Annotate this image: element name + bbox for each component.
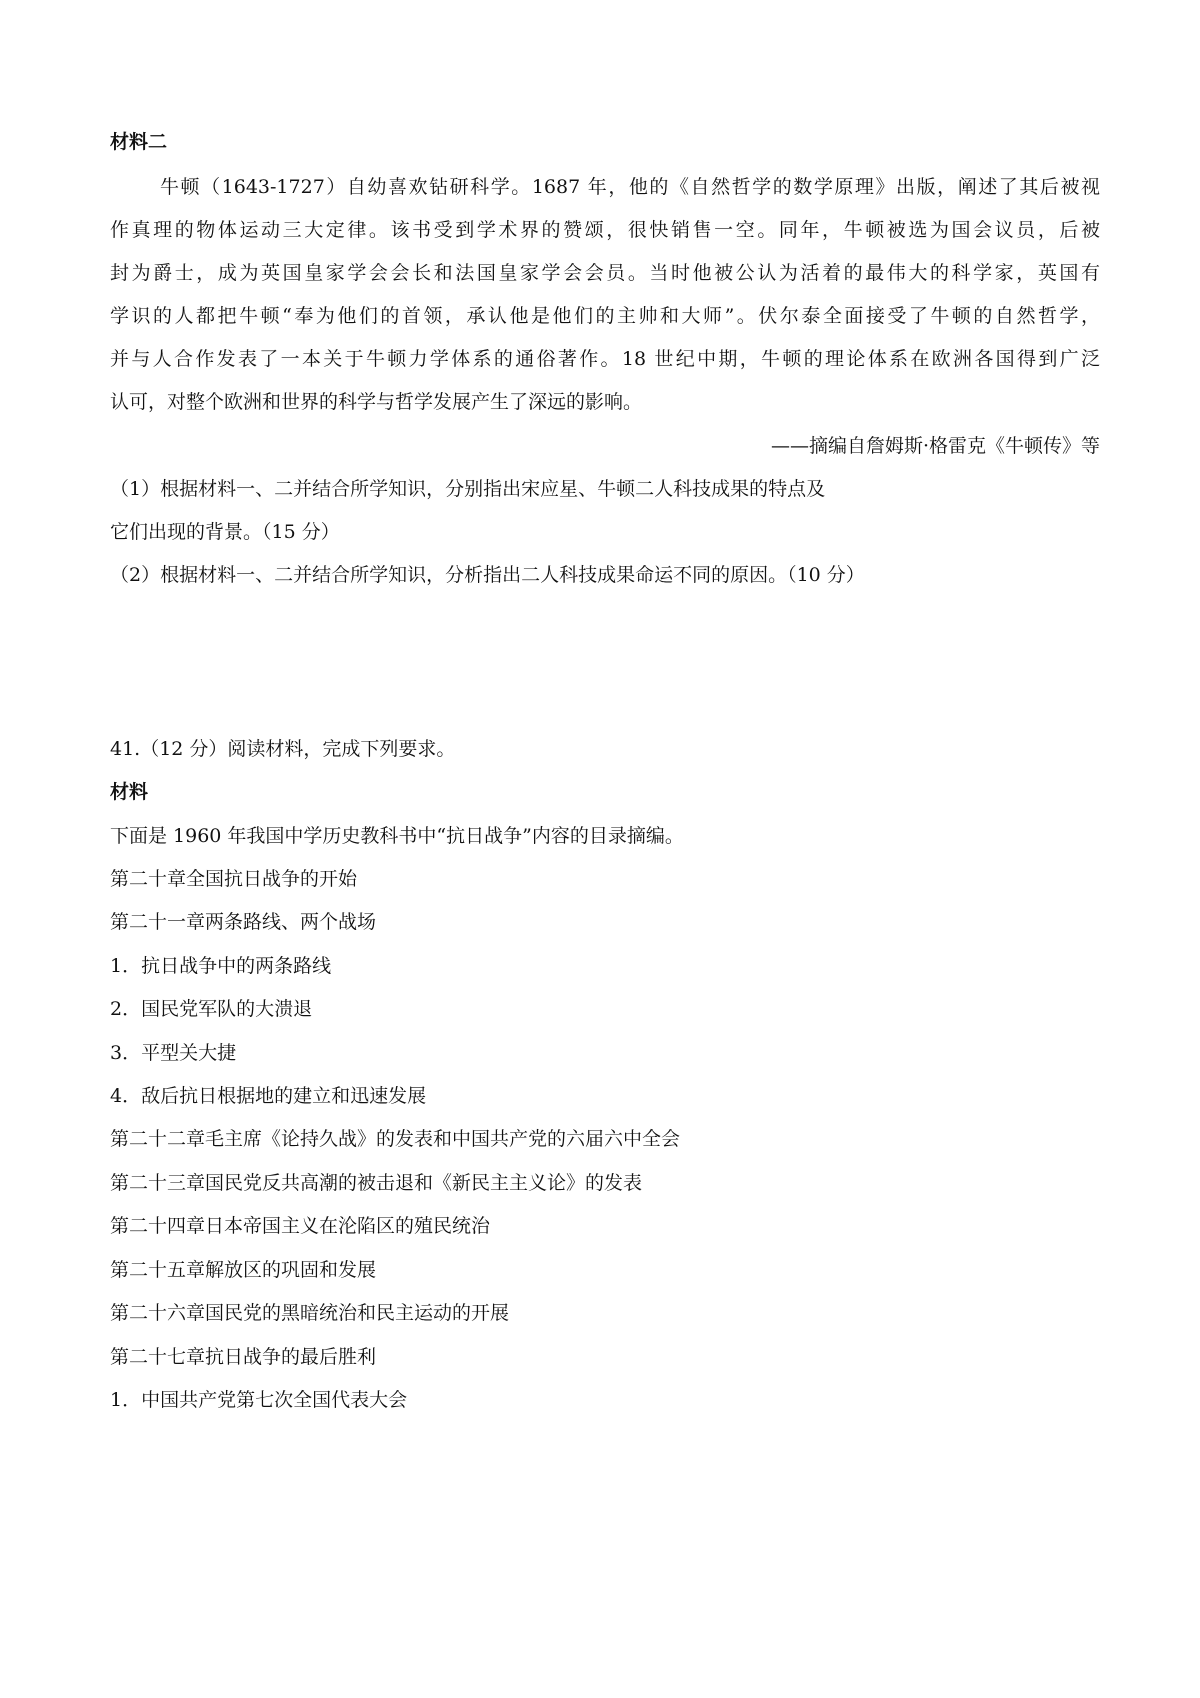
toc-item: 第二十二章毛主席《论持久战》的发表和中国共产党的六届六中全会 xyxy=(110,1128,681,1150)
toc-item: 1．抗日战争中的两条路线 xyxy=(110,955,332,977)
toc-item: 4．敌后抗日根据地的建立和迅速发展 xyxy=(110,1085,427,1107)
question-1-line: 它们出现的背景。（15 分） xyxy=(110,521,340,543)
material-2-paragraph-line: 封为爵士，成为英国皇家学会会长和法国皇家学会会员。当时他被公认为活着的最伟大的科学家，英国有 xyxy=(110,262,1100,284)
toc-item: 第二十四章日本帝国主义在沦陷区的殖民统治 xyxy=(110,1215,491,1237)
toc-item: 第二十五章解放区的巩固和发展 xyxy=(110,1259,377,1281)
toc-item: 第二十一章两条路线、两个战场 xyxy=(110,911,377,933)
question-41-intro: 下面是 1960 年我国中学历史教科书中“抗日战争”内容的目录摘编。 xyxy=(110,825,684,847)
material-2-paragraph-line: 并与人合作发表了一本关于牛顿力学体系的通俗著作。18 世纪中期，牛顿的理论体系在欧洲各国得到广泛 xyxy=(110,348,1100,370)
toc-item: 第二十六章国民党的黑暗统治和民主运动的开展 xyxy=(110,1302,510,1324)
question-41-title: 41.（12 分）阅读材料，完成下列要求。 xyxy=(110,738,456,760)
material-2-paragraph-line: 作真理的物体运动三大定律。该书受到学术界的赞颂，很快销售一空。同年，牛顿被选为国会议员，后被 xyxy=(110,219,1100,241)
material-2-paragraph-line: 认可，对整个欧洲和世界的科学与哲学发展产生了深远的影响。 xyxy=(110,391,643,413)
question-41-material-heading: 材料 xyxy=(110,781,149,803)
toc-item: 第二十章全国抗日战争的开始 xyxy=(110,868,358,890)
toc-item: 3．平型关大捷 xyxy=(110,1042,237,1064)
toc-item: 1．中国共产党第七次全国代表大会 xyxy=(110,1389,408,1411)
toc-item: 第二十七章抗日战争的最后胜利 xyxy=(110,1346,377,1368)
toc-item: 第二十三章国民党反共高潮的被击退和《新民主主义论》的发表 xyxy=(110,1172,643,1194)
toc-item: 2．国民党军队的大溃退 xyxy=(110,998,313,1020)
material-2-heading: 材料二 xyxy=(110,131,168,153)
material-2-source: ——摘编自詹姆斯·格雷克《牛顿传》等 xyxy=(770,435,1100,457)
material-2-paragraph-line: 学识的人都把牛顿“奉为他们的首领，承认他是他们的主帅和大师”。伏尔泰全面接受了牛顿的自然哲学， xyxy=(110,305,1100,327)
question-2: （2）根据材料一、二并结合所学知识，分析指出二人科技成果命运不同的原因。（10 分） xyxy=(110,564,865,586)
question-1-line: （1）根据材料一、二并结合所学知识，分别指出宋应星、牛顿二人科技成果的特点及 xyxy=(110,478,826,500)
material-2-paragraph-line: 牛顿（1643-1727）自幼喜欢钻研科学。1687 年，他的《自然哲学的数学原理》出版，阐述了其后被视 xyxy=(160,176,1100,198)
